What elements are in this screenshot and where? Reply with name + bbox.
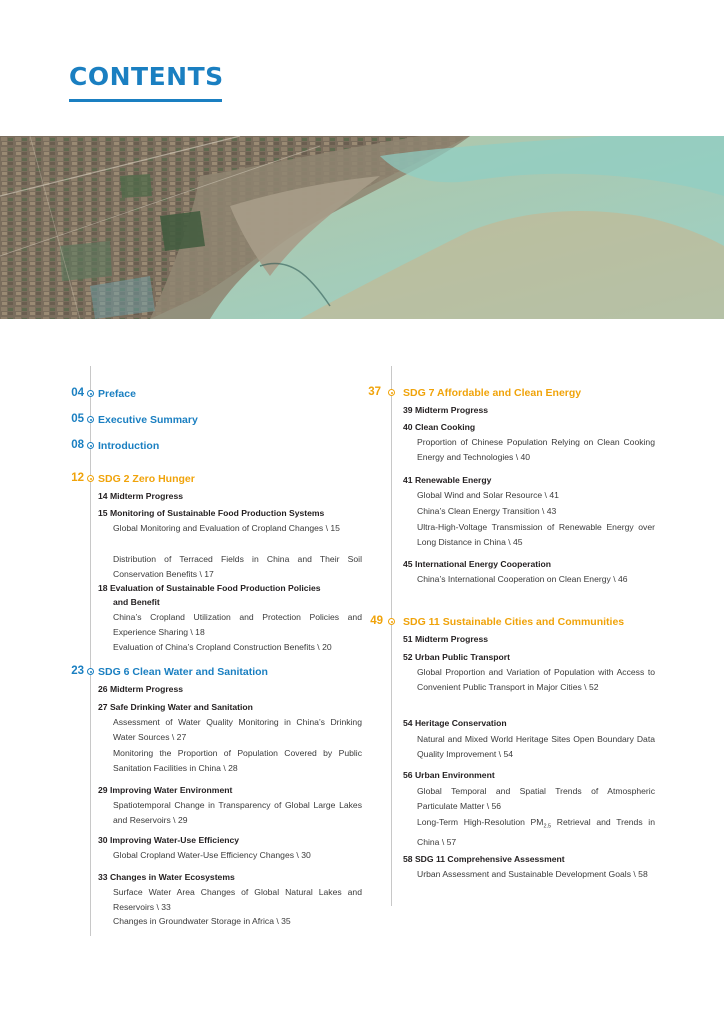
subsection-title-continued: and Benefit — [113, 597, 160, 607]
subsection-title[interactable]: 58 SDG 11 Comprehensive Assessment — [403, 854, 565, 864]
toc-item[interactable]: Urban Assessment and Sustainable Development Goals \ 58 — [417, 869, 648, 879]
bullet-marker-icon — [388, 618, 395, 625]
toc-item[interactable]: Global Monitoring and Evaluation of Cropland Changes \ 15 — [113, 523, 340, 533]
page-number: 37 — [368, 386, 381, 398]
item-text: Long-Term High-Resolution PM — [417, 817, 544, 827]
subsection-title[interactable]: 27 Safe Drinking Water and Sanitation — [98, 702, 253, 712]
toc-item[interactable]: China’s International Cooperation on Clean Energy \ 46 — [417, 574, 628, 584]
timeline-line — [391, 366, 392, 906]
toc-item[interactable]: Natural and Mixed World Heritage Sites Open Boundary Data Quality Improvement \ 54 — [417, 734, 655, 759]
page-number: 05 — [71, 413, 84, 425]
subsection-title[interactable]: 15 Monitoring of Sustainable Food Production Systems — [98, 508, 325, 518]
subsection-title[interactable]: 30 Improving Water-Use Efficiency — [98, 835, 240, 845]
subsection-title[interactable]: 18 Evaluation of Sustainable Food Production Policies — [98, 583, 321, 593]
timeline-line — [90, 366, 91, 936]
subscript: 2.5 — [543, 823, 552, 830]
subsection-title[interactable]: 51 Midterm Progress — [403, 634, 489, 644]
subsection-title[interactable]: 45 International Energy Cooperation — [403, 559, 552, 569]
section-title: SDG 2 Zero Hunger — [98, 473, 195, 485]
title-underline — [69, 99, 222, 102]
toc-item[interactable] — [417, 815, 655, 850]
subsection-title[interactable]: 54 Heritage Conservation — [403, 718, 507, 728]
toc-item[interactable]: China’s Cropland Utilization and Protection Policies and Experience Sharing \ 18 — [113, 612, 362, 637]
toc-left-column — [60, 366, 365, 936]
page-number: 23 — [71, 665, 84, 677]
subsection-title[interactable]: 52 Urban Public Transport — [403, 652, 510, 662]
toc-item[interactable]: Distribution of Terraced Fields in China and Their Soil Conservation Benefits \ 17 — [113, 554, 362, 579]
bullet-marker-icon — [87, 442, 94, 449]
section-title: Introduction — [98, 440, 160, 452]
subsection-title[interactable]: 26 Midterm Progress — [98, 684, 184, 694]
page-number: 04 — [71, 387, 84, 399]
subsection-title[interactable]: 14 Midterm Progress — [98, 491, 184, 501]
toc-item[interactable]: Global Proportion and Variation of Population with Access to Convenient Public Transport in Major Cities \ 52 — [417, 667, 655, 692]
toc-item[interactable]: Global Wind and Solar Resource \ 41 — [417, 490, 559, 500]
toc-item[interactable]: Surface Water Area Changes of Global Natural Lakes and Reservoirs \ 33 — [113, 887, 362, 912]
page-number: 12 — [71, 472, 84, 484]
section-title: SDG 6 Clean Water and Sanitation — [98, 666, 268, 678]
toc-item[interactable]: Ultra-High-Voltage Transmission of Renewable Energy over Long Distance in China \ 45 — [417, 522, 655, 547]
toc-right-column — [365, 366, 660, 906]
bullet-marker-icon — [87, 416, 94, 423]
bullet-marker-icon — [388, 389, 395, 396]
item-text: Retrieval and Trends in China \ 57 — [417, 817, 655, 847]
toc-item[interactable]: Assessment of Water Quality Monitoring in China’s Drinking Water Sources \ 27 — [113, 717, 362, 742]
hero-satellite-image — [0, 136, 724, 319]
toc-item[interactable]: Global Cropland Water-Use Efficiency Changes \ 30 — [113, 850, 311, 860]
section-title: SDG 7 Affordable and Clean Energy — [403, 387, 582, 399]
bullet-marker-icon — [87, 390, 94, 397]
toc-item[interactable]: Global Temporal and Spatial Trends of Atmospheric Particulate Matter \ 56 — [417, 786, 655, 811]
subsection-title[interactable]: 56 Urban Environment — [403, 770, 495, 780]
subsection-title[interactable]: 40 Clean Cooking — [403, 422, 476, 432]
section-title: Preface — [98, 388, 136, 400]
subsection-title[interactable]: 33 Changes in Water Ecosystems — [98, 872, 235, 882]
section-title: Executive Summary — [98, 414, 198, 426]
subsection-title[interactable]: 41 Renewable Energy — [403, 475, 492, 485]
toc-item[interactable]: Spatiotemporal Change in Transparency of Global Large Lakes and Reservoirs \ 29 — [113, 800, 362, 825]
bullet-marker-icon — [87, 475, 94, 482]
toc-item[interactable]: Proportion of Chinese Population Relying on Clean Cooking Energy and Technologies \ 40 — [417, 437, 655, 462]
section-title: SDG 11 Sustainable Cities and Communities — [403, 616, 625, 628]
toc-item[interactable]: Evaluation of China’s Cropland Construction Benefits \ 20 — [113, 642, 332, 652]
page-title: CONTENTS — [69, 62, 224, 91]
page-number: 49 — [370, 615, 383, 627]
toc-item[interactable]: Changes in Groundwater Storage in Africa \ 35 — [113, 916, 291, 926]
toc-item[interactable]: China’s Clean Energy Transition \ 43 — [417, 506, 557, 516]
toc-item[interactable]: Monitoring the Proportion of Population Covered by Public Sanitation Facilities in China \ 28 — [113, 748, 362, 773]
subsection-title[interactable]: 39 Midterm Progress — [403, 405, 489, 415]
subsection-title[interactable]: 29 Improving Water Environment — [98, 785, 233, 795]
page-number: 08 — [71, 439, 84, 451]
bullet-marker-icon — [87, 668, 94, 675]
